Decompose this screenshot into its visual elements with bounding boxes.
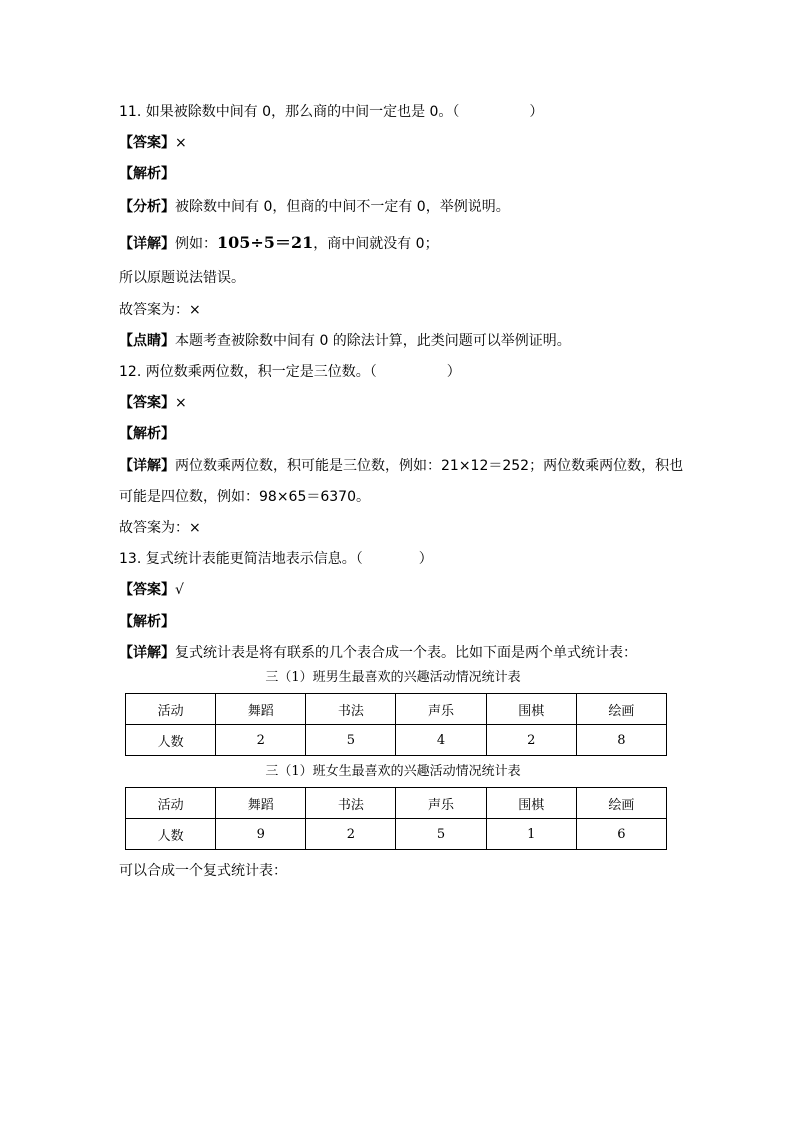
fenxi-label: 【分析】 <box>119 199 175 215</box>
q11-question: 11. 如果被除数中间有 0，那么商的中间一定也是 0。（ ） <box>119 104 544 120</box>
q12-analysis-label <box>119 424 175 444</box>
detail-label: 【详解】 <box>119 236 175 252</box>
q11-fenxi <box>119 197 510 217</box>
table-cell: 活动 <box>126 694 216 725</box>
table-cell: 8 <box>576 725 666 756</box>
table-cell: 书法 <box>306 694 396 725</box>
table-row <box>126 725 667 756</box>
table-cell: 2 <box>306 819 396 850</box>
table2-caption: 三（1）班女生最喜欢的兴趣活动情况统计表 <box>265 764 521 779</box>
table-cell: 声乐 <box>396 694 486 725</box>
detail-math: 105÷5＝21 <box>217 233 314 252</box>
table1-caption: 三（1）班男生最喜欢的兴趣活动情况统计表 <box>265 670 521 685</box>
q11-analysis-label <box>119 164 175 184</box>
q12-detail-line1 <box>119 456 683 476</box>
answer-label: 【答案】 <box>119 582 175 598</box>
table-cell: 围棋 <box>486 694 576 725</box>
table2 <box>125 787 667 850</box>
table-row <box>126 819 667 850</box>
q11-point <box>119 331 571 351</box>
q13-closing: 可以合成一个复式统计表： <box>119 863 287 879</box>
detail-label: 【详解】 <box>119 645 175 661</box>
point-label: 【点睛】 <box>119 333 175 349</box>
answer-label: 【答案】 <box>119 135 175 151</box>
table-cell: 绘画 <box>576 788 666 819</box>
table-cell: 1 <box>486 819 576 850</box>
q12-answer <box>119 393 187 413</box>
table-cell: 绘画 <box>576 694 666 725</box>
q11-conclusion: 所以原题说法错误。 <box>119 270 245 286</box>
table-cell: 9 <box>216 819 306 850</box>
table-row <box>126 694 667 725</box>
analysis-label: 【解析】 <box>119 426 175 442</box>
answer-value: × <box>175 395 187 411</box>
q13-detail <box>119 643 637 663</box>
q12-detail-line2: 可能是四位数，例如：98×65＝6370。 <box>119 489 370 505</box>
q11-answer <box>119 133 187 153</box>
table-cell: 声乐 <box>396 788 486 819</box>
table-cell: 5 <box>396 819 486 850</box>
table-cell: 人数 <box>126 725 216 756</box>
q12-final: 故答案为：× <box>119 520 201 536</box>
fenxi-text: 被除数中间有 0，但商的中间不一定有 0，举例说明。 <box>175 199 510 215</box>
table1 <box>125 693 667 756</box>
detail-suffix: ，商中间就没有 0； <box>313 236 439 252</box>
q13-answer <box>119 580 184 600</box>
table-cell: 舞蹈 <box>216 694 306 725</box>
detail-text: 复式统计表是将有联系的几个表合成一个表。比如下面是两个单式统计表： <box>175 645 637 661</box>
q12-question: 12. 两位数乘两位数，积一定是三位数。（ ） <box>119 364 461 380</box>
table-cell: 2 <box>216 725 306 756</box>
table-cell: 围棋 <box>486 788 576 819</box>
table-cell: 舞蹈 <box>216 788 306 819</box>
detail-label: 【详解】 <box>119 458 175 474</box>
answer-value: × <box>175 135 187 151</box>
detail-text-1: 两位数乘两位数，积可能是三位数，例如：21×12＝252；两位数乘两位数，积也 <box>175 458 684 474</box>
table-cell: 6 <box>576 819 666 850</box>
table-cell: 书法 <box>306 788 396 819</box>
q11-final: 故答案为：× <box>119 302 201 318</box>
point-text: 本题考查被除数中间有 0 的除法计算，此类问题可以举例证明。 <box>175 333 571 349</box>
answer-value: √ <box>175 582 184 598</box>
detail-prefix: 例如： <box>175 236 217 252</box>
table-cell: 活动 <box>126 788 216 819</box>
q11-detail <box>119 233 439 254</box>
answer-label: 【答案】 <box>119 395 175 411</box>
table-cell: 2 <box>486 725 576 756</box>
table-cell: 人数 <box>126 819 216 850</box>
analysis-label: 【解析】 <box>119 166 175 182</box>
q13-analysis-label <box>119 612 175 632</box>
table-row <box>126 788 667 819</box>
q13-question: 13. 复式统计表能更简洁地表示信息。（ ） <box>119 551 433 567</box>
table-cell: 4 <box>396 725 486 756</box>
table-cell: 5 <box>306 725 396 756</box>
analysis-label: 【解析】 <box>119 614 175 630</box>
